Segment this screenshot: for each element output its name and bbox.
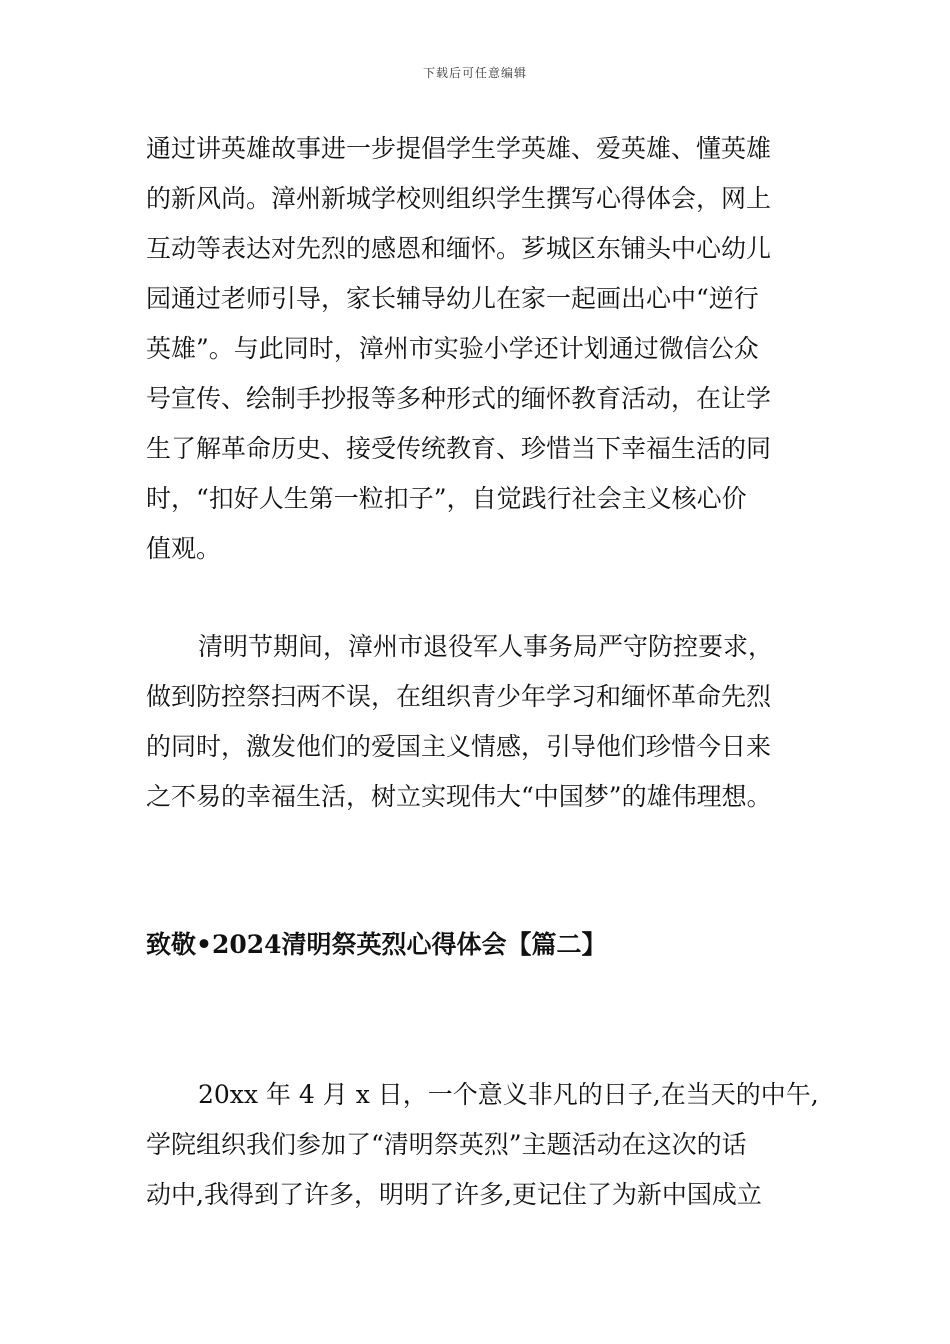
paragraph-1-line: 号宣传、绘制手抄报等多种形式的缅怀教育活动，在让学 bbox=[146, 384, 772, 413]
paragraph-3 bbox=[146, 1070, 819, 1220]
paragraph-1-line: 园通过老师引导，家长辅导幼儿在家一起画出心中“逆行 bbox=[146, 284, 759, 313]
paragraph-1-line: 的新风尚。漳州新城学校则组织学生撰写心得体会，网上 bbox=[146, 184, 772, 213]
paragraph-1-line: 互动等表达对先烈的感恩和缅怀。芗城区东铺头中心幼儿 bbox=[146, 234, 772, 263]
paragraph-2 bbox=[146, 622, 773, 822]
section-heading: 致敬•2024清明祭英烈心得体会【篇二】 bbox=[146, 930, 607, 959]
paragraph-1-line: 生了解革命历史、接受传统教育、珍惜当下幸福生活的同 bbox=[146, 434, 772, 463]
paragraph-2-line: 的同时，激发他们的爱国主义情感，引导他们珍惜今日来 bbox=[146, 732, 772, 761]
paragraph-2-line: 清明节期间，漳州市退役军人事务局严守防控要求， bbox=[198, 632, 774, 661]
paragraph-1-line: 时，“扣好人生第一粒扣子”，自觉践行社会主义核心价 bbox=[146, 484, 747, 513]
paragraph-3-line: 学院组织我们参加了“清明祭英烈”主题活动在这次的话 bbox=[146, 1130, 747, 1159]
paragraph-1 bbox=[146, 124, 771, 574]
paragraph-2-line: 做到防控祭扫两不误，在组织青少年学习和缅怀革命先烈 bbox=[146, 682, 772, 711]
paragraph-3-line: 动中,我得到了许多，明明了许多,更记住了为新中国成立 bbox=[146, 1180, 762, 1209]
paragraph-3-line: 20xx 年 4 月 x 日，一个意义非凡的日子,在当天的中午, bbox=[198, 1080, 819, 1109]
page-header: 下载后可任意编辑 bbox=[422, 66, 527, 80]
paragraph-2-line: 之不易的幸福生活，树立实现伟大“中国梦”的雄伟理想。 bbox=[146, 782, 772, 811]
paragraph-1-line: 英雄”。与此同时，漳州市实验小学还计划通过微信公众 bbox=[146, 334, 759, 363]
paragraph-1-line: 通过讲英雄故事进一步提倡学生学英雄、爱英雄、懂英雄 bbox=[146, 134, 772, 163]
paragraph-1-line: 值观。 bbox=[146, 534, 222, 563]
